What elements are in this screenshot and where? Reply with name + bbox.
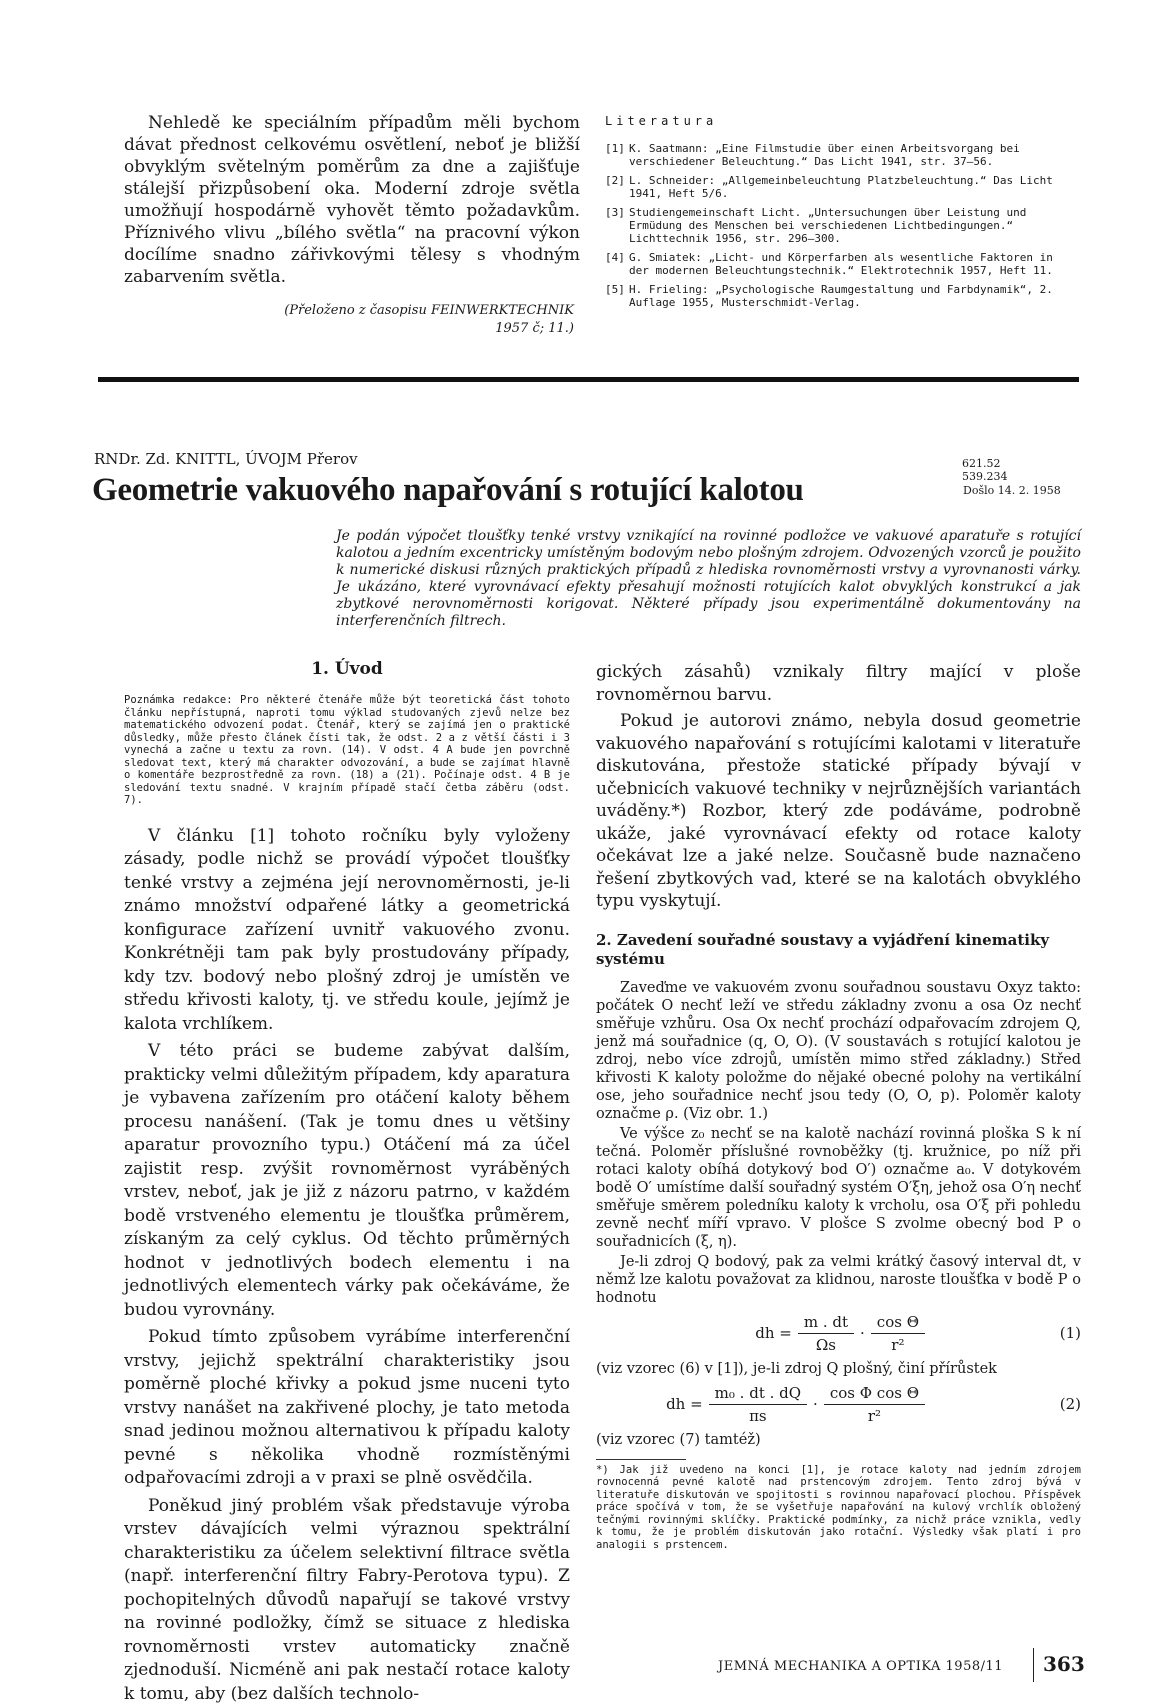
- footnote: *) Jak již uvedeno na konci [1], je rotace kaloty nad jedním zdrojem rovnocenná pevné kalotě nad prstencovým zdrojem. Tento zdroj bývá v literatuře diskutován ve spojitosti s rovinnou napařovací plochou. Příspěvek práce spočívá v tom, že se vyšetřuje napařování na kulový vrchlík obložený tečnými rovinnými sklíčky. Praktické podmínky, za nichž práce vznikla, vedly k tomu, že je problém diskutován jako rotační. Výsledky však platí i pro analogii s prstencem.: [596, 1464, 1081, 1552]
- classification-code: 539.234: [962, 470, 1008, 483]
- body-paragraph: Zaveďme ve vakuovém zvonu souřadnou soustavu Oxyz takto: počátek O nechť leží ve středu základny zvonu a osa Oz nechť směřuje vzhůru. Osa Ox nechť prochází odpařovacím zdrojem Q, jenž má souřadnice (q, O, O). (V soustavách s rotující kalotou je zdroj, nebo více zdrojů, umístěn mimo střed základny.) Střed křivosti K kaloty položme do nějaké obecné polohy na vertikální ose, jeho souřadnice nechť jsou tedy (O, O, p). Poloměr kaloty označme ρ. (Viz obr. 1.): [596, 979, 1081, 1123]
- multiply-dot: ·: [860, 1324, 865, 1342]
- section-heading: 2. Zavedení souřadné soustavy a vyjádření kinematiky systému: [596, 931, 1081, 969]
- reference-text: K. Saatmann: „Eine Filmstudie über einen Arbeitsvorgang bei verschiedener Beleuchtung.“ Das Licht 1941, str. 37—56.: [629, 142, 1077, 168]
- equation-body: [755, 1313, 931, 1354]
- fraction-numerator: m₀ . dt . dQ: [709, 1384, 807, 1405]
- literature-block: [605, 114, 1077, 315]
- section-heading: 1. Úvod: [124, 659, 570, 680]
- fraction-denominator: Ωs: [816, 1334, 836, 1354]
- reference-text: G. Smiatek: „Licht- und Körperfarben als wesentliche Faktoren in der modernen Beleuchtungstechnik.“ Elektrotechnik 1957, Heft 11.: [629, 251, 1077, 277]
- equation-lhs: dh =: [666, 1395, 703, 1413]
- translation-note: [124, 302, 580, 338]
- body-paragraph: (viz vzorec (7) tamtéž): [596, 1431, 1081, 1449]
- reference-number: [4]: [605, 251, 629, 277]
- top-left-paragraph: Nehledě ke speciálním případům měli bychom dávat přednost celkovému osvětlení, neboť je bližší obvyklým světelným poměrům za dne a zajišťuje stálejší přizpůsobení oka. Moderní zdroje světla umožňují hospodárně vyhovět těmto požadavkům. Příznivého vlivu „bílého světla“ na pracovní výkon docílíme snadno zářivkovými tělesy s vhodným zabarvením světla.: [124, 112, 580, 288]
- reference-number: [2]: [605, 174, 629, 200]
- equation-2: [596, 1384, 1081, 1425]
- page-number: 363: [1043, 1652, 1085, 1676]
- body-paragraph: Pokud je autorovi známo, nebyla dosud geometrie vakuového napařování s rotujícími kalotami v literatuře diskutována, přestože statické případy bývají v učebnicích vakuové techniky v nejrůznějších variantách uváděny.*) Rozbor, který zde podáváme, podrobně ukáže, jaké vyrovnávací efekty od rotace kaloty očekávat lze a jaké nelze. Současně bude naznačeno řešení zbytkových vad, které se na kalotách obvyklého typu vyskytují.: [596, 710, 1081, 913]
- top-left-block: [124, 112, 580, 338]
- body-paragraph: gických zásahů) vznikaly filtry mající v ploše rovnoměrnou barvu.: [596, 661, 1081, 706]
- reference-item: [605, 142, 1077, 168]
- fraction: [709, 1384, 807, 1425]
- footer-separator: [1033, 1648, 1034, 1682]
- equation-number: (1): [1041, 1324, 1081, 1342]
- equation-1: [596, 1313, 1081, 1354]
- editor-note: Poznámka redakce: Pro některé čtenáře může být teoretická část tohoto článku nepřístupná, naproti tomu výklad studovaných zjevů nelze bez matematického odvození podat. Čtenář, který se zajímá jen o praktické důsledky, může přesto článek čísti tak, že odst. 2 a z větší části i 3 vynechá a začne u textu za rovn. (14). V odst. 4 A bude jen povrchně sledovat text, který má charakter odvozování, a bude se zajímat hlavně o komentáře bezprostředně za rovn. (18) a (21). Počínaje odst. 4 B je sledování textu snadné. V krajním případě stačí četba záběru (odst. 7).: [124, 694, 570, 807]
- reference-text: H. Frieling: „Psychologische Raumgestaltung und Farbdynamik“, 2. Auflage 1955, Musterschmidt-Verlag.: [629, 283, 1077, 309]
- classification-code: 621.52: [962, 457, 1008, 470]
- reference-item: [605, 206, 1077, 245]
- body-paragraph: Poněkud jiný problém však představuje výroba vrstev dávajících velmi výraznou spektrální charakteristiku za účelem selektivní filtrace světla (např. interferenční filtry Fabry-Perotova typu). Z pochopitelných důvodů napařují se takové vrstvy na rovinné podložky, čímž se situace z hlediska rovnoměrnosti vrstev automaticky značně zjednoduší. Nicméně ani pak nestačí rotace kaloty k tomu, aby (bez dalších technolo-: [124, 1495, 570, 1706]
- reference-item: [605, 283, 1077, 309]
- body-paragraph: Ve výšce z₀ nechť se na kalotě nachází rovinná ploška S k ní tečná. Poloměr příslušné rovnoběžky (tj. kružnice, po níž při rotaci kaloty obíhá dotykový bod O′) označme a₀. V dotykovém bodě O′ umístíme další souřadný systém O′ξη, jehož osa O′η nechť směřuje směrem poledníku kaloty k vrcholu, osa O′ξ při pohledu zevně nechť míří vpravo. V plošce S zvolme obecný bod P o souřadnicích (ξ, η).: [596, 1125, 1081, 1251]
- left-column: [124, 659, 570, 1706]
- reference-item: [605, 251, 1077, 277]
- multiply-dot: ·: [813, 1395, 818, 1413]
- article-title: Geometrie vakuového napařování s rotující kalotou: [92, 472, 804, 509]
- equation-number: (2): [1041, 1395, 1081, 1413]
- fraction: [798, 1313, 854, 1354]
- reference-item: [605, 174, 1077, 200]
- body-paragraph: Je-li zdroj Q bodový, pak za velmi krátký časový interval dt, v němž lze kalotu považovat za klidnou, naroste tloušťka v bodě P o hodnotu: [596, 1253, 1081, 1307]
- fraction: [871, 1313, 925, 1354]
- literature-heading: Literatura: [605, 114, 1077, 128]
- fraction-denominator: πs: [749, 1405, 767, 1425]
- fraction-numerator: cos Θ: [871, 1313, 925, 1334]
- translation-note-line2: 1957 č; 11.): [124, 320, 574, 338]
- body-paragraph: (viz vzorec (6) v [1]), je-li zdroj Q plošný, činí přírůstek: [596, 1360, 1081, 1378]
- body-paragraph: V článku [1] tohoto ročníku byly vyloženy zásady, podle nichž se provádí výpočet tloušťky tenké vrstvy a zejména její nerovnoměrnosti, je-li známo množství odpařené látky a geometrická konfigurace zařízení uvnitř vakuového zvonu. Konkrétněji tam pak byly prostudovány případy, kdy tzv. bodový nebo plošný zdroj je umístěn ve středu křivosti kaloty, tj. ve středu koule, jejímž je kalota vrchlíkem.: [124, 825, 570, 1037]
- classification-codes: [962, 457, 1008, 483]
- reference-number: [3]: [605, 206, 629, 245]
- fraction: [824, 1384, 925, 1425]
- article-abstract: Je podán výpočet tloušťky tenké vrstvy vznikající na rovinné podložce ve vakuové aparatuře s rotující kalotou a jedním excentricky umístěným bodovým nebo plošným zdrojem. Odvozených vzorců je použito k numerické diskusi různých praktických případů z hlediska rovnoměrnosti vrstvy a vyrovnanosti várky. Je ukázáno, které vyrovnávací efekty přesahují možnosti rotujících kalot obvyklých konstrukcí a jak zbytkové nerovnoměrnosti korigovat. Některé případy jsou experimentálně dokumentovány na interferenčních filtrech.: [336, 528, 1081, 630]
- received-date: Došlo 14. 2. 1958: [963, 484, 1061, 497]
- reference-number: [5]: [605, 283, 629, 309]
- body-paragraph: Pokud tímto způsobem vyrábíme interferenční vrstvy, jejichž spektrální charakteristiky jsou poměrně ploché křivky a pokud jsme nuceni tyto vrstvy nanášet na zakřivené plochy, je tato metoda snad jedinou možnou alternativou k případu kaloty pevné s několika vhodně rozmístěnými odpařovacími zdroji a v praxi se plně osvědčila.: [124, 1326, 570, 1491]
- translation-note-line1: (Přeloženo z časopisu FEINWERKTECHNIK: [124, 302, 574, 320]
- fraction-numerator: m . dt: [798, 1313, 854, 1334]
- right-column: [596, 661, 1081, 1551]
- fraction-numerator: cos Φ cos Θ: [824, 1384, 925, 1405]
- reference-number: [1]: [605, 142, 629, 168]
- article-author: RNDr. Zd. KNITTL, ÚVOJM Přerov: [94, 450, 358, 468]
- equation-lhs: dh =: [755, 1324, 792, 1342]
- reference-text: L. Schneider: „Allgemeinbeleuchtung Platzbeleuchtung.“ Das Licht 1941, Heft 5/6.: [629, 174, 1077, 200]
- journal-footer: JEMNÁ MECHANIKA A OPTIKA 1958/11: [718, 1659, 1003, 1674]
- reference-text: Studiengemeinschaft Licht. „Untersuchungen über Leistung und Ermüdung des Menschen bei verschiedenen Lichtbedingungen.“ Lichttechnik 1956, str. 296—300.: [629, 206, 1077, 245]
- footnote-divider: [596, 1459, 686, 1460]
- fraction-denominator: r²: [868, 1405, 881, 1425]
- fraction-denominator: r²: [891, 1334, 904, 1354]
- section-divider: [98, 377, 1079, 382]
- equation-body: [666, 1384, 931, 1425]
- body-paragraph: V této práci se budeme zabývat dalším, prakticky velmi důležitým případem, kdy aparatura je vybavena zařízením pro otáčení kaloty během procesu nanášení. (Tak je tomu dnes u většiny aparatur provozního typu.) Otáčení má za účel zajistit resp. zvýšit rovnoměrnost vyráběných vrstev, neboť, jak je již z názoru patrno, v každém bodě vrstveného elementu je tloušťka průměrem, získaným za celý cyklus. Od těchto průměrných hodnot v jednotlivých bodech elementu i na jednotlivých elementech várky pak očekáváme, že budou vyrovnány.: [124, 1040, 570, 1322]
